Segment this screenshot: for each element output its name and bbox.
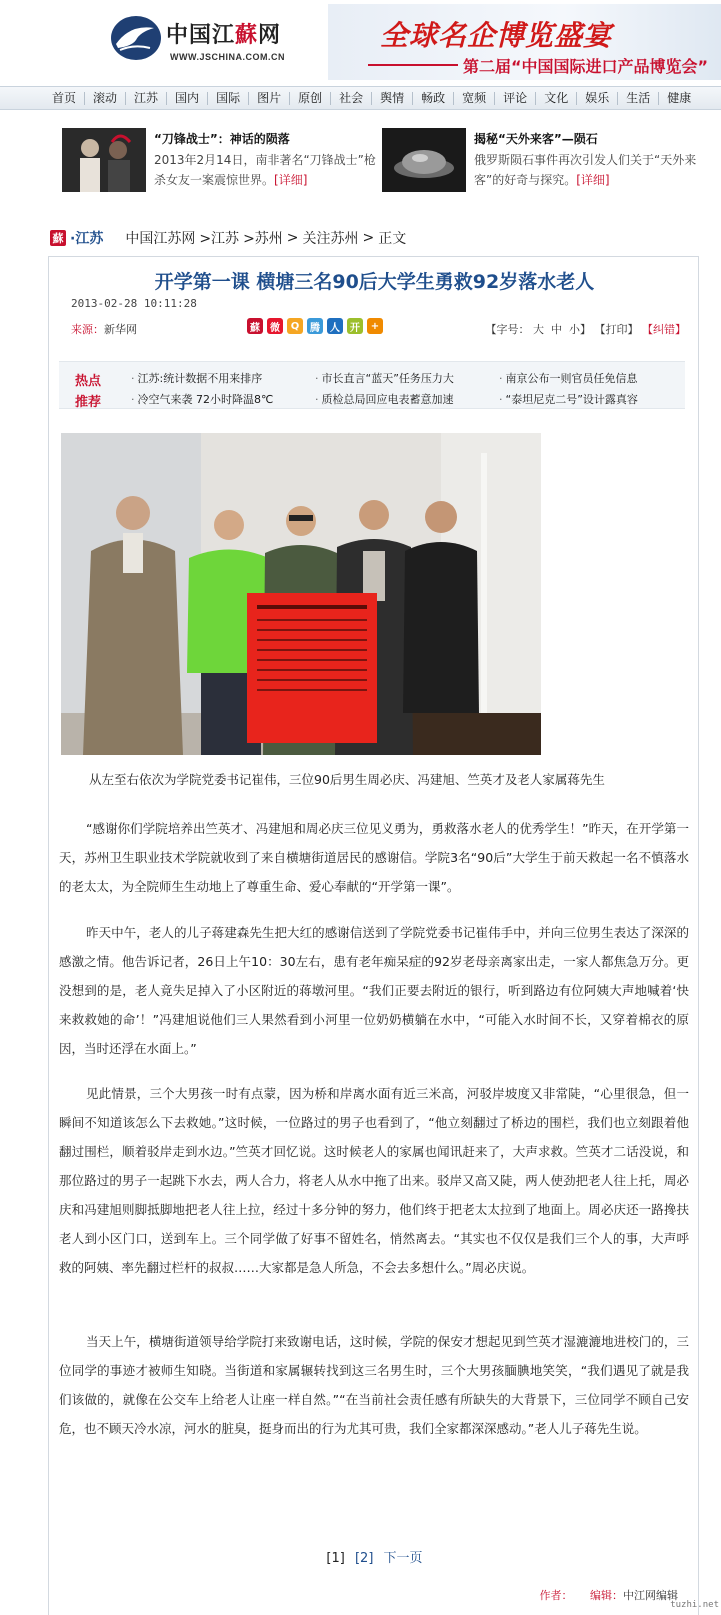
- article-paragraph: “感谢你们学院培养出竺英才、冯建旭和周必庆三位见义勇为，勇救落水老人的优秀学生！”昨天，在开学第一天，苏州卫生职业技术学院就收到了来自横塘街道居民的感谢信。学院3名“90后”大学生于前天救起一名不慎落水的老太太，为全院师生生动地上了尊重生命、爱心奉献的“开学第一课”。: [59, 821, 689, 894]
- article-paragraph: 昨天中午，老人的儿子蒋建森先生把大红的感谢信送到了学院党委书记崔伟手中，并向三位男生表达了深深的感激之情。他告诉记者，26日上午10：30左右，患有老年痴呆症的92岁老母亲离家出走，一家人都焦急万分。更没想到的是，老人竟失足掉入了小区附近的蒋墩河里。“我们正要去附近的银行，听到路边有位阿姨大声地喊着‘快来救救她的命’！”冯建旭说他们三人果然看到小河里一位奶奶横躺在水中，“可能入水时间不长，又穿着棉衣的原因，当时还浮在水面上。”: [59, 925, 689, 1056]
- page-2-link[interactable]: [2]: [354, 1551, 374, 1566]
- hot-link[interactable]: · 南京公布一则官员任免信息: [499, 370, 638, 386]
- nav-item-comment[interactable]: 评论: [495, 92, 536, 105]
- nav-item-jiangsu[interactable]: 江苏: [126, 92, 167, 105]
- article-paragraph: 当天上午，横塘街道领导给学院打来致谢电话，这时候，学院的保安才想起见到竺英才湿漉漉地进校门的，三位同学的事迹才被师生知晓。当街道和家属辗转找到这三名男生时，三个大男孩腼腆地笑笑，“我们遇见了就是我们该做的，就像在公交车上给老人让座一样自然。”“在当前社会责任感有所缺失的大背景下，三位同学不顾自己安危，也不顾天冷水凉，河水的脏臭，挺身而出的行为尤其可贵，我们全家都深深感动。”老人儿子蒋先生说。: [59, 1334, 689, 1436]
- breadcrumb: [50, 226, 700, 250]
- featured-story-1[interactable]: [62, 128, 382, 192]
- correction-button[interactable]: 【纠错】: [642, 323, 686, 336]
- qzone-share-icon[interactable]: Q: [287, 318, 303, 334]
- breadcrumb-suzhou[interactable]: >苏州: [243, 231, 283, 247]
- article-photo: [61, 433, 541, 755]
- nav-item-pictures[interactable]: 图片: [249, 92, 290, 105]
- breadcrumb-focus-suzhou[interactable]: 关注苏州: [302, 231, 359, 247]
- jschina-badge-icon: 蘇: [50, 230, 66, 246]
- featured-title-1[interactable]: “刀锋战士”：神话的陨落: [154, 132, 290, 146]
- recommend-link[interactable]: · 冷空气来袭 72小时降温8℃: [131, 391, 273, 407]
- recommend-link[interactable]: · 质检总局回应电表蓄意加速: [315, 391, 454, 407]
- nav-item-domestic[interactable]: 国内: [167, 92, 208, 105]
- article-paragraph: 见此情景，三个大男孩一时有点蒙，因为桥和岸离水面有近三米高，河驳岸坡度又非常陡，“心里很急，但一瞬间不知道该怎么下去救她。”这时候，一位路过的男子也看到了，“他立刻翻过了桥边的围栏，我们也立刻跟着他翻过围栏，顺着驳岸走到水边。”竺英才回忆说。这时候老人的家属也闻讯赶来了，大声求救。竺英才二话没说，和那位路过的男子一起跳下水去，两人合力，将老人从水中拖了出来。驳岸又高又陡，两人使劲把老人往上托，周必庆和冯建旭则脚抵脚地把老人往上拉，经过十多分钟的努力，他们终于把老太太拉到了地面上。周必庆还一路搀扶老人到小区门口，送到车上。三个同学做了好事不留姓名，悄然离去。“其实也不仅仅是我们三个人的事，大声呼救的阿姨、率先翻过栏杆的叔叔……大家都是急人所急，不会去多想什么。”周必庆说。: [59, 1086, 689, 1275]
- featured-detail-link-1[interactable]: [详细]: [274, 173, 308, 187]
- article-footer: [540, 1587, 678, 1603]
- banner-divider: [368, 64, 458, 66]
- breadcrumb-jiangsu[interactable]: >江苏: [199, 231, 240, 247]
- hot-link[interactable]: · 江苏:统计数据不用来排序: [131, 370, 262, 386]
- hot-link[interactable]: · 市长直言“蓝天”任务压力大: [315, 370, 454, 386]
- featured-story-2[interactable]: [382, 128, 702, 192]
- article-title: 开学第一课 横塘三名90后大学生勇救92岁落水老人: [154, 271, 595, 293]
- article-container: [48, 256, 699, 1615]
- recommend-label: 推荐: [75, 395, 102, 410]
- site-logo[interactable]: [110, 8, 310, 72]
- nav-item-society[interactable]: 社会: [331, 92, 372, 105]
- page-1-link[interactable]: [1]: [326, 1551, 345, 1566]
- site-header: [0, 0, 721, 82]
- print-button[interactable]: 【打印】: [594, 323, 639, 336]
- font-large-button[interactable]: 大: [533, 323, 544, 336]
- nav-item-health[interactable]: 健康: [667, 90, 692, 105]
- logo-url: WWW.JSCHINA.COM.CN: [170, 52, 285, 62]
- article-source: [71, 321, 137, 337]
- editor-name: 中江网编辑: [623, 1589, 678, 1602]
- breadcrumb-current: 正文: [378, 231, 407, 247]
- hot-label: 热点: [75, 374, 102, 389]
- featured-desc-2: 俄罗斯陨石事件再次引发人们关于“天外来客”的好奇与探究。[详细]: [474, 153, 697, 187]
- weibo-share-icon[interactable]: 微: [267, 318, 283, 334]
- source-label: 来源：: [71, 323, 104, 336]
- font-size-label: 【字号：: [485, 323, 530, 336]
- nav-item-life[interactable]: 生活: [618, 92, 659, 105]
- nav-item-rolling[interactable]: 滚动: [85, 92, 126, 105]
- breadcrumb-separator: >: [286, 230, 299, 246]
- more-share-icon[interactable]: +: [367, 318, 383, 334]
- featured-detail-link-2[interactable]: [详细]: [576, 173, 610, 187]
- nav-item-original[interactable]: 原创: [290, 92, 331, 105]
- breadcrumb-separator: >: [362, 230, 375, 246]
- nav-item-home[interactable]: 首页: [44, 92, 85, 105]
- breadcrumb-section[interactable]: ·江苏: [70, 231, 104, 247]
- share-bar: [247, 318, 383, 334]
- font-small-button[interactable]: 小】: [569, 323, 591, 336]
- banner-title: 全球名企博览盛宴: [380, 19, 613, 52]
- nav-item-international[interactable]: 国际: [208, 92, 249, 105]
- nav-item-politics[interactable]: 畅政: [413, 92, 454, 105]
- ad-banner[interactable]: [328, 4, 721, 80]
- tencent-weibo-share-icon[interactable]: 腾: [307, 318, 323, 334]
- featured-thumbnail-1[interactable]: [62, 128, 146, 192]
- featured-thumbnail-2[interactable]: [382, 128, 466, 192]
- kaixin-share-icon[interactable]: 开: [347, 318, 363, 334]
- nav-item-video[interactable]: 宽频: [454, 92, 495, 105]
- photo-caption: 从左至右依次为学院党委书记崔伟，三位90后男生周必庆、冯建旭、竺英才及老人家属蒋先生: [89, 772, 605, 787]
- next-page-link[interactable]: 下一页: [383, 1551, 423, 1566]
- logo-bird-icon: [110, 14, 162, 62]
- renren-share-icon[interactable]: 人: [327, 318, 343, 334]
- author-label: 作者：: [539, 1589, 573, 1602]
- featured-title-2[interactable]: 揭秘“天外来客”—陨石: [474, 132, 598, 146]
- featured-desc-1: 2013年2月14日，南非著名“刀锋战士”枪杀女友一案震惊世界。[详细]: [154, 153, 376, 187]
- article-date: 2013-02-28 10:11:28: [71, 297, 197, 310]
- main-nav: [0, 86, 721, 110]
- nav-item-opinion[interactable]: 舆情: [372, 92, 413, 105]
- pagination: [49, 1547, 700, 1566]
- breadcrumb-home[interactable]: 中国江苏网: [125, 231, 196, 247]
- source-name: 新华网: [104, 323, 137, 336]
- nav-item-entertainment[interactable]: 娱乐: [577, 92, 618, 105]
- banner-subtitle: 第二届“中国国际进口产品博览会”: [463, 57, 709, 76]
- recommend-link[interactable]: · “泰坦尼克二号”设计露真容: [499, 391, 638, 407]
- nav-item-culture[interactable]: 文化: [536, 92, 577, 105]
- watermark: tuzhi.net: [670, 1600, 719, 1610]
- hot-recommend-box: [59, 361, 685, 409]
- font-medium-button[interactable]: 中: [551, 323, 562, 336]
- editor-label: 编辑：: [590, 1589, 623, 1602]
- article-tools: [486, 321, 687, 337]
- logo-text: 中国江蘇网: [166, 22, 282, 48]
- jschina-share-icon[interactable]: 蘇: [247, 318, 263, 334]
